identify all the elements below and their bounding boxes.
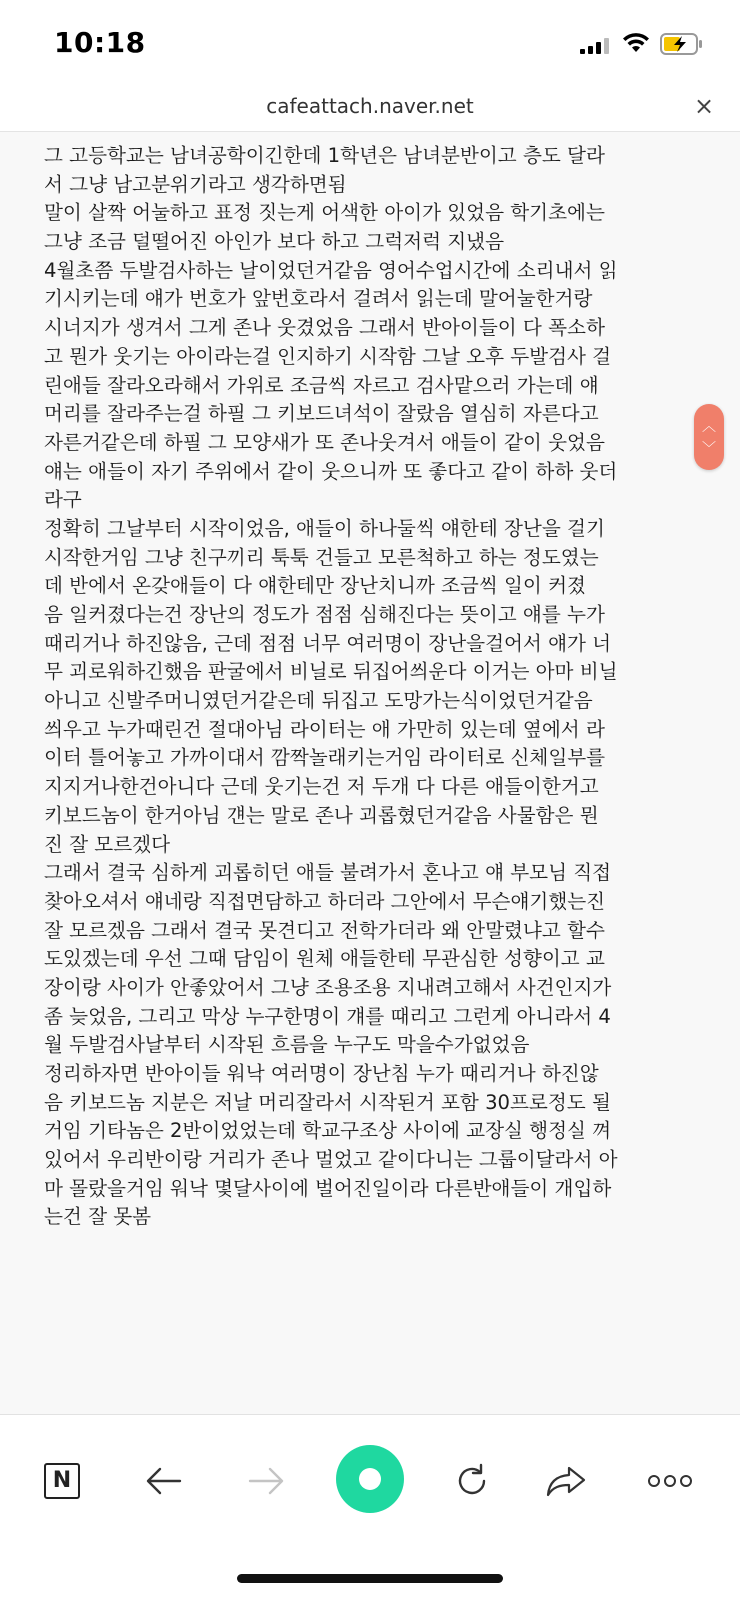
- article-line: 좀 늦었음, 그리고 막상 누구한명이 걔를 때리고 그런게 아니라서 4: [44, 1004, 611, 1028]
- article-line: 서 그냥 남고분위기라고 생각하면됨: [44, 172, 347, 196]
- article-line: 음 일커졌다는건 장난의 정도가 점점 심해진다는 뜻이고 얘를 누가: [44, 603, 605, 626]
- home-indicator: [237, 1574, 503, 1583]
- share-button[interactable]: [540, 1455, 592, 1507]
- cellular-signal-icon: [580, 38, 610, 54]
- article-line: 시너지가 생겨서 그게 존나 웃겼었음 그래서 반아이들이 다 폭소하: [44, 316, 605, 340]
- article-line: 고 뭔가 웃기는 아이라는걸 인지하기 시작함 그날 오후 두발검사 걸: [44, 344, 612, 368]
- naver-home-button[interactable]: [36, 1455, 88, 1507]
- article-line: 는건 잘 못봄: [44, 1205, 152, 1229]
- wifi-icon: [622, 32, 650, 54]
- article-line: 데 반에서 온갖애들이 다 얘한테만 장난치니까 조금씩 일이 커졌: [44, 574, 586, 598]
- article-line: 정확히 그날부터 시작이었음, 애들이 하나둘씩 얘한테 장난을 걸기: [44, 516, 605, 540]
- article-line: 거임 기타놈은 2반이었었는데 학교구조상 사이에 교장실 행정실 껴: [44, 1119, 612, 1143]
- article-line: 장이랑 사이가 안좋았어서 그냥 조용조용 지내려고해서 사건인지가: [44, 975, 612, 999]
- article-line: 잘 모르겠음 그래서 결국 못견디고 전학가더라 왜 안말렸냐고 할수: [44, 918, 605, 942]
- article-line: 도있겠는데 우선 그때 담임이 원체 애들한테 무관심한 성향이고 교: [44, 947, 605, 971]
- article-line: 마 몰랐을거임 워낙 몇달사이에 벌어진일이라 다른반애들이 개입하: [44, 1176, 612, 1200]
- green-dot-button[interactable]: [336, 1445, 404, 1513]
- article-line: 있어서 우리반이랑 거리가 존나 멀었고 같이다니는 그룹이달라서 아: [44, 1148, 618, 1172]
- reload-button[interactable]: [446, 1455, 498, 1507]
- article-line: 이터 틀어놓고 가까이대서 깜짝놀래키는거임 라이터로 신체일부를: [44, 746, 606, 770]
- article-line: 아니고 신발주머니였던거같은데 뒤집고 도망가는식이었던거같음: [44, 689, 593, 713]
- article-line: 키보드놈이 한거아님 걘는 말로 존나 괴롭혔던거같음 사물함은 뭔: [44, 803, 599, 827]
- article-line: 정리하자면 반아이들 워낙 여러명이 장난침 누가 때리거나 하진않: [44, 1062, 599, 1085]
- article-line: 찾아오셔서 얘네랑 직접면담하고 하더라 그안에서 무슨얘기했는진: [44, 889, 606, 913]
- status-time: 10:18: [54, 26, 146, 59]
- article-line: 머리를 잘라주는걸 하필 그 키보드녀석이 잘랐음 열심히 자른다고: [44, 402, 599, 426]
- scroll-handle[interactable]: [694, 404, 724, 470]
- article-line: 씌우고 누가때린건 절대아님 라이터는 애 가만히 있는데 옆에서 라: [44, 717, 605, 741]
- article-line: 월 두발검사날부터 시작된 흐름을 누구도 막을수가없었음: [44, 1033, 530, 1057]
- back-arrow-icon: [145, 1466, 183, 1496]
- article-line: 라구: [44, 488, 82, 512]
- article-line: 지지거나한건아니다 근데 웃기는건 저 두개 다 다른 애들이한거고: [44, 775, 599, 799]
- article-line: 음 키보드놈 지분은 저날 머리잘라서 시작된거 포함 30프로정도 될: [44, 1090, 611, 1114]
- article-line: 자른거같은데 하필 그 모양새가 또 존나웃겨서 애들이 같이 웃었음: [44, 430, 605, 454]
- green-dot-icon: [359, 1468, 381, 1490]
- content-area: [0, 132, 740, 1414]
- article-line: 때리거나 하진않음, 근데 점점 너무 여러명이 장난을걸어서 얘가 너: [44, 631, 612, 655]
- article-line: 그냥 조금 덜떨어진 아인가 보다 하고 그럭저럭 지냈음: [44, 230, 505, 254]
- url-bar: [0, 80, 740, 132]
- back-button[interactable]: [138, 1455, 190, 1507]
- article-line: 말이 살짝 어눌하고 표정 짓는게 어색한 아이가 있었음 학기초에는: [44, 201, 605, 225]
- battery-charging-icon: [660, 33, 704, 55]
- reload-icon: [453, 1462, 491, 1500]
- share-icon: [545, 1464, 587, 1498]
- article-line: 얘는 애들이 자기 주위에서 같이 웃으니까 또 좋다고 같이 하하 웃더: [44, 459, 618, 483]
- naver-home-icon: N: [44, 1463, 80, 1499]
- more-button[interactable]: [640, 1455, 700, 1507]
- forward-button[interactable]: [240, 1455, 292, 1507]
- article-line: 기시키는데 얘가 번호가 앞번호라서 걸려서 읽는데 말어눌한거랑: [44, 287, 593, 311]
- chevron-down-icon[interactable]: ﹀: [702, 441, 716, 457]
- forward-arrow-icon: [247, 1466, 285, 1496]
- close-button[interactable]: ×: [693, 92, 715, 120]
- url-text[interactable]: cafeattach.naver.net: [266, 94, 474, 118]
- article-line: 진 잘 모르겠다: [44, 832, 171, 856]
- article-line: 그 고등학교는 남녀공학이긴한데 1학년은 남녀분반이고 층도 달라: [44, 144, 605, 167]
- chevron-up-icon[interactable]: ︿: [702, 419, 716, 435]
- article-line: 린애들 잘라오라해서 가위로 조금씩 자르고 검사맡으러 가는데 얘: [44, 373, 599, 397]
- more-icon: [647, 1474, 693, 1488]
- article-text: [44, 142, 704, 1232]
- article-line: 시작한거임 그냥 친구끼리 툭툭 건들고 모른척하고 하는 정도였는: [44, 545, 599, 569]
- article-line: 그래서 결국 심하게 괴롭히던 애들 불려가서 혼나고 얘 부모님 직접: [44, 861, 612, 885]
- status-bar: [0, 0, 740, 80]
- article-line: 무 괴로워하긴했음 판굴에서 비닐로 뒤집어씌운다 이거는 아마 비닐: [44, 660, 618, 684]
- article-line: 4월초쯤 두발검사하는 날이었던거같음 영어수업시간에 소리내서 읽: [44, 258, 618, 282]
